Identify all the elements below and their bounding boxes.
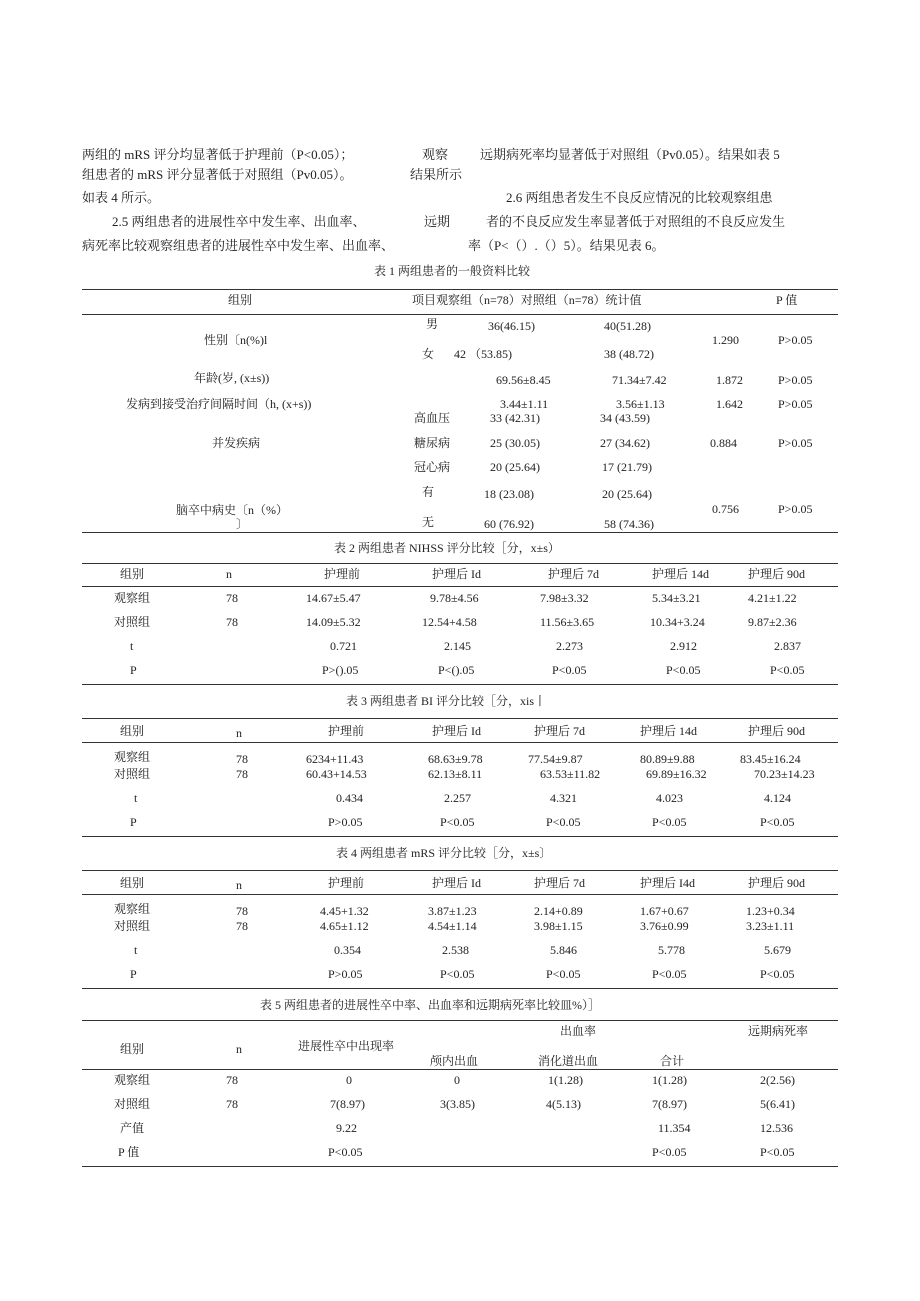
column-header: 合计 [660, 1054, 685, 1068]
table-cell: 62.13±8.11 [428, 767, 483, 781]
column-header: 护理后 Id [432, 724, 481, 738]
table-caption: 表 2 两组患者 NIHSS 评分比较［分，x±s） [334, 541, 560, 555]
table-cell: 1.290 [712, 333, 739, 347]
table-cell: 69.56±8.45 [496, 373, 551, 387]
table-cell: 40(51.28) [604, 319, 651, 333]
column-header: 护理后 90d [748, 876, 806, 890]
row-label: 〕 [236, 517, 249, 531]
table-cell: 60 (76.92) [484, 517, 534, 531]
table-cell: P>0.05 [328, 967, 363, 981]
table-cell: 观察组 [114, 591, 151, 605]
table-cell: 78 [226, 615, 238, 629]
table-cell: 0.756 [712, 502, 739, 516]
table-cell: P>0.05 [778, 373, 813, 387]
table-cell: 4(5.13) [546, 1097, 581, 1111]
row-sublabel: 高血压 [414, 411, 451, 425]
table-cell: 3(3.85) [440, 1097, 475, 1111]
table-cell: 78 [226, 1073, 238, 1087]
table-caption: 表 1 两组患者的一般资料比较 [374, 264, 531, 278]
table-cell: P<0.05 [440, 967, 475, 981]
table-cell: 78 [236, 752, 248, 766]
text-line: 率（P<（）.（）5）。结果见表 6。 [468, 238, 665, 253]
column-header: 护理前 [328, 876, 365, 890]
table-caption: 表 3 两组患者 BI 评分比较［分，xis丨 [346, 694, 547, 708]
table-cell: 3.23±1.11 [746, 919, 795, 933]
table-cell: 4.023 [656, 791, 683, 805]
table-cell: P<0.05 [760, 1145, 795, 1159]
row-label: 脑卒中病史〔n（%） [176, 503, 288, 517]
table-cell: P<().05 [438, 663, 475, 677]
table-cell: 70.23±14.23 [754, 767, 815, 781]
table-cell: 0 [346, 1073, 352, 1087]
column-header: 组别 [120, 1042, 145, 1056]
text-line: 远期 [424, 214, 451, 229]
table-cell: 60.43+14.53 [306, 767, 367, 781]
table-cell: 观察组 [114, 750, 151, 764]
table-cell: 9.22 [336, 1121, 357, 1135]
table-cell: P<0.05 [440, 815, 475, 829]
table-cell: 2.14+0.89 [534, 904, 583, 918]
table-cell: 2.145 [444, 639, 471, 653]
table-cell: 0 [454, 1073, 460, 1087]
table-cell: P<0.05 [552, 663, 587, 677]
table-cell: 4.65±1.12 [320, 919, 369, 933]
table-cell: 3.56±1.13 [616, 397, 665, 411]
table-cell: 9.87±2.36 [748, 615, 797, 629]
table-cell: 0.434 [336, 791, 363, 805]
table-cell: 12.54+4.58 [422, 615, 477, 629]
table-cell: 68.63±9.78 [428, 752, 483, 766]
table-cell: P>0.05 [778, 333, 813, 347]
table-cell: P<0.05 [666, 663, 701, 677]
table-cell: 78 [236, 904, 248, 918]
table-cell: 71.34±7.42 [612, 373, 667, 387]
text-line: 观察 [422, 147, 449, 162]
column-header: 护理后 90d [748, 567, 806, 581]
table-cell: P>0.05 [778, 436, 813, 450]
table-cell: 9.78±4.56 [430, 591, 479, 605]
table-cell: 10.34+3.24 [650, 615, 705, 629]
table-cell: 3.44±1.11 [500, 397, 549, 411]
table-cell: 3.98±1.15 [534, 919, 583, 933]
table-cell: 2.837 [774, 639, 801, 653]
table-cell: P [130, 815, 137, 829]
column-header: 护理后 Id [432, 567, 481, 581]
table-cell: 0.884 [710, 436, 737, 450]
column-header: P 值 [776, 293, 798, 307]
table-cell: P>0.05 [778, 502, 813, 516]
table-cell: P [130, 663, 137, 677]
table-cell: 36(46.15) [488, 319, 535, 333]
table-cell: 0.354 [334, 943, 361, 957]
table-rule [82, 532, 838, 533]
text-line: 远期病死率均显著低于对照组（Pv0.05）。结果如表 5 [480, 147, 780, 162]
table-cell: P<0.05 [652, 815, 687, 829]
table-cell: 2.538 [442, 943, 469, 957]
column-header: n [236, 1042, 242, 1056]
table-cell: 77.54±9.87 [528, 752, 583, 766]
table-cell: 80.89±9.88 [640, 752, 695, 766]
table-cell: 2.912 [670, 639, 697, 653]
column-header: 消化道出血 [538, 1054, 599, 1068]
table-cell: 38 (48.72) [604, 347, 654, 361]
table-cell: 7.98±3.32 [540, 591, 589, 605]
table-cell: P>().05 [322, 663, 359, 677]
table-rule [82, 988, 838, 989]
table-cell: P<0.05 [652, 1145, 687, 1159]
column-header: n [226, 567, 232, 581]
row-label: 发病到接受治疗间隔时间（h, (x+s)) [126, 397, 312, 411]
table-cell: 0.721 [330, 639, 357, 653]
table-cell: 4.45+1.32 [320, 904, 369, 918]
table-rule [82, 1166, 838, 1167]
table-cell: t [134, 791, 138, 805]
table-cell: 对照组 [114, 1097, 151, 1111]
row-label: 并发疾病 [212, 436, 261, 450]
text-line: 如表 4 所示。 [82, 190, 161, 205]
table-cell: 14.09±5.32 [306, 615, 361, 629]
table-cell: t [134, 943, 138, 957]
table-rule [82, 1069, 838, 1070]
table-cell: P<0.05 [546, 967, 581, 981]
row-label: 性别〔n(%)l [204, 333, 268, 347]
table-cell: 观察组 [114, 902, 151, 916]
table-cell: 5.778 [658, 943, 685, 957]
table-cell: 34 (43.59) [600, 411, 650, 425]
table-cell: 25 (30.05) [490, 436, 540, 450]
table-rule [82, 1020, 838, 1021]
text-line: 2.6 两组患者发生不良反应情况的比较观察组患 [506, 190, 773, 205]
column-header: 远期病死率 [748, 1024, 809, 1038]
table-rule [82, 684, 838, 685]
column-header: 护理前 [328, 724, 365, 738]
table-cell: 产值 [120, 1121, 145, 1135]
table-cell: 63.53±11.82 [540, 767, 601, 781]
table-cell: 7(8.97) [652, 1097, 687, 1111]
row-sublabel: 女 [422, 347, 435, 361]
table-rule [82, 870, 838, 871]
column-header: n [236, 726, 242, 740]
table-cell: P 值 [118, 1145, 140, 1159]
table-cell: 27 (34.62) [600, 436, 650, 450]
column-header: 进展性卒中出现率 [298, 1039, 395, 1053]
table-cell: P>0.05 [778, 397, 813, 411]
table-cell: 1.23+0.34 [746, 904, 795, 918]
table-cell: 58 (74.36) [604, 517, 654, 531]
table-cell: 78 [226, 1097, 238, 1111]
table-cell: 2.257 [444, 791, 471, 805]
table-cell: 2.273 [556, 639, 583, 653]
text-line: 2.5 两组患者的进展性卒中发生率、出血率、 [112, 214, 366, 229]
table-cell: 17 (21.79) [602, 460, 652, 474]
table-caption: 表 5 两组患者的进展性卒中率、出血率和远期病死率比较皿%）］ [260, 998, 600, 1012]
row-sublabel: 冠心病 [414, 460, 451, 474]
table-cell: 83.45±16.24 [740, 752, 801, 766]
table-rule [82, 586, 838, 587]
column-header: 护理前 [324, 567, 361, 581]
table-cell: 69.89±16.32 [646, 767, 707, 781]
text-line: 组患者的 mRS 评分显著低于对照组（Pv0.05）。 [82, 167, 353, 182]
table-cell: 1.642 [716, 397, 743, 411]
table-cell: P<0.05 [546, 815, 581, 829]
table-cell: 4.124 [764, 791, 791, 805]
table-cell: 11.354 [658, 1121, 691, 1135]
table-cell: 1(1.28) [652, 1073, 687, 1087]
table-cell: 42 （53.85) [454, 347, 512, 361]
table-rule [82, 836, 838, 837]
row-label: 年龄(岁, (x±s)) [194, 371, 270, 385]
column-header: 组别 [228, 293, 253, 307]
row-sublabel: 无 [422, 515, 435, 529]
table-cell: t [130, 639, 134, 653]
table-cell: 12.536 [760, 1121, 793, 1135]
column-header: 护理后 Id [432, 876, 481, 890]
table-cell: 1.872 [716, 373, 743, 387]
table-cell: 20 (25.64) [490, 460, 540, 474]
table-cell: 78 [226, 591, 238, 605]
table-cell: 20 (25.64) [602, 487, 652, 501]
table-cell: 2(2.56) [760, 1073, 795, 1087]
table-cell: 3.87±1.23 [428, 904, 477, 918]
table-cell: 4.321 [550, 791, 577, 805]
table-cell: P<0.05 [760, 967, 795, 981]
table-cell: P [130, 967, 137, 981]
table-rule [82, 742, 838, 743]
table-cell: 5.846 [550, 943, 577, 957]
table-cell: 对照组 [114, 767, 151, 781]
table-cell: 1(1.28) [548, 1073, 583, 1087]
table-cell: 4.21±1.22 [748, 591, 797, 605]
column-header: 护理后 14d [652, 567, 710, 581]
table-cell: 3.76±0.99 [640, 919, 689, 933]
column-header: n [236, 878, 242, 892]
table-cell: 11.56±3.65 [540, 615, 595, 629]
row-sublabel: 糖尿病 [414, 436, 451, 450]
table-rule [82, 718, 838, 719]
table-cell: 对照组 [114, 615, 151, 629]
table-cell: 7(8.97) [330, 1097, 365, 1111]
column-header: 护理后 I4d [640, 876, 695, 890]
table-rule [82, 563, 838, 564]
column-header: 出血率 [560, 1024, 597, 1038]
table-cell: 5.679 [764, 943, 791, 957]
row-sublabel: 男 [426, 317, 439, 331]
table-cell: 78 [236, 919, 248, 933]
table-cell: 4.54±1.14 [428, 919, 477, 933]
table-cell: 1.67+0.67 [640, 904, 689, 918]
text-line: 病死率比较观察组患者的进展性卒中发生率、出血率、 [82, 238, 395, 253]
table-cell: 14.67±5.47 [306, 591, 361, 605]
column-header: 护理后 14d [640, 724, 698, 738]
table-cell: P<0.05 [770, 663, 805, 677]
table-cell: 6234+11.43 [306, 752, 364, 766]
table-cell: 78 [236, 767, 248, 781]
column-header: 组别 [120, 876, 145, 890]
table-cell: 18 (23.08) [484, 487, 534, 501]
column-header: 颅内出血 [430, 1054, 479, 1068]
table-rule [82, 289, 838, 290]
row-sublabel: 有 [422, 485, 435, 499]
table-cell: 33 (42.31) [490, 411, 540, 425]
table-rule [82, 314, 838, 315]
column-header: 护理后 7d [534, 724, 586, 738]
column-header: 护理后 90d [748, 724, 806, 738]
table-rule [82, 894, 838, 895]
table-cell: P<0.05 [652, 967, 687, 981]
column-header: 项目观察组（n=78）对照组（n=78）统计值 [412, 293, 642, 307]
table-cell: 5(6.41) [760, 1097, 795, 1111]
column-header: 护理后 7d [548, 567, 600, 581]
table-cell: P>0.05 [328, 815, 363, 829]
table-caption: 表 4 两组患者 mRS 评分比较［分，x±s〕 [336, 846, 552, 860]
text-line: 两组的 mRS 评分均显著低于护理前（P<0.05）； [82, 147, 354, 162]
table-cell: 5.34±3.21 [652, 591, 701, 605]
table-cell: 观察组 [114, 1073, 151, 1087]
column-header: 组别 [120, 724, 145, 738]
text-line: 者的不良反应发生率显著低于对照组的不良反应发生 [486, 214, 786, 229]
table-cell: 对照组 [114, 919, 151, 933]
table-cell: P<0.05 [328, 1145, 363, 1159]
column-header: 护理后 7d [534, 876, 586, 890]
column-header: 组别 [120, 567, 145, 581]
table-cell: P<0.05 [760, 815, 795, 829]
text-line: 结果所示 [410, 167, 463, 182]
